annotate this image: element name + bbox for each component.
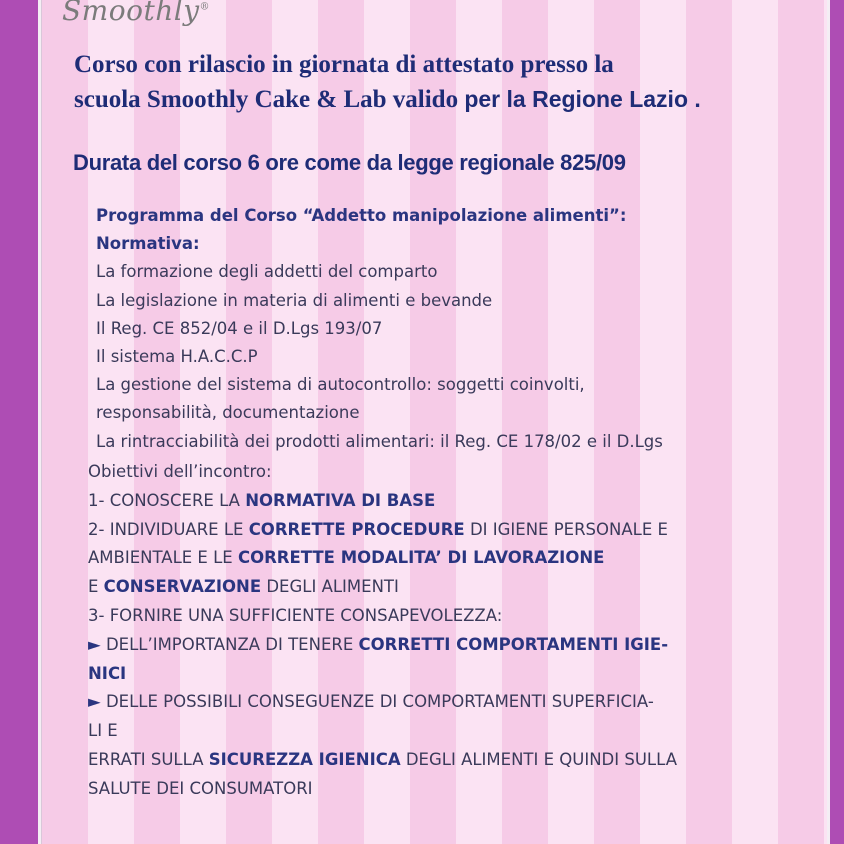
bullet-2-line-3 <box>88 746 808 775</box>
objective-text: DEGLI ALIMENTI <box>261 577 399 597</box>
headline-line-1: Corso con rilascio in giornata di attestato presso la <box>74 51 614 78</box>
objective-highlight: CORRETTI COMPORTAMENTI IGIE- <box>358 634 669 654</box>
logo-text: Smoothly <box>62 0 200 27</box>
headline-region: per la Regione Lazio <box>464 86 688 112</box>
frame-right-border <box>830 0 844 844</box>
headline-line-2a: scuola Smoothly Cake & Lab valido <box>74 86 459 113</box>
objective-2-line-1 <box>88 516 808 545</box>
objective-highlight: CORRETTE MODALITA’ DI LAVORAZIONE <box>237 548 605 568</box>
frame-left-border <box>0 0 38 844</box>
objective-text: ERRATI SULLA <box>88 749 209 769</box>
objective-2-line-2 <box>88 544 808 573</box>
objective-highlight: SICUREZZA IGIENICA <box>208 749 401 769</box>
objective-2-line-3 <box>88 573 808 602</box>
logo-registered-mark: ® <box>199 1 211 13</box>
headline-line-2 <box>74 82 814 117</box>
objective-text: DELLE POSSIBILI CONSEGUENZE DI COMPORTAMENTI SUPERFICIA- <box>100 692 654 712</box>
program-item: Il Reg. CE 852/04 e il D.Lgs 193/07 <box>96 318 383 338</box>
objectives-section <box>88 458 808 804</box>
program-item: La formazione degli addetti del comparto <box>96 262 438 282</box>
bullet-2-line-2: LI E <box>88 721 118 741</box>
objective-highlight: CONSERVAZIONE <box>103 577 262 597</box>
objective-highlight: NORMATIVA DI BASE <box>245 490 436 510</box>
bullet-2-line-1 <box>88 688 808 717</box>
program-item: La rintracciabilità dei prodotti alimentari: il Reg. CE 178/02 e il D.Lgs <box>96 431 663 451</box>
objective-1 <box>88 487 808 516</box>
program-item: responsabilità, documentazione <box>96 403 360 423</box>
program-title: Programma del Corso “Addetto manipolazione alimenti”: <box>96 206 627 225</box>
bullet-1-line-1 <box>88 631 808 660</box>
program-item: La gestione del sistema di autocontrollo: soggetti coinvolti, <box>96 375 585 395</box>
bullet-1-line-2: NICI <box>88 663 127 683</box>
program-item: Il sistema H.A.C.C.P <box>96 347 258 367</box>
objective-3: 3- FORNIRE UNA SUFFICIENTE CONSAPEVOLEZZA: <box>88 605 503 625</box>
triangle-bullet-icon: ► <box>88 692 101 712</box>
objective-text: DI IGIENE PERSONALE E <box>464 519 668 539</box>
bullet-2-line-4: SALUTE DEI CONSUMATORI <box>88 778 313 798</box>
program-item: La legislazione in materia di alimenti e bevande <box>96 290 493 310</box>
objective-text: E <box>88 577 104 597</box>
headline-period: . <box>688 86 701 112</box>
headline <box>74 48 814 117</box>
program-section <box>96 202 796 456</box>
objective-highlight: CORRETTE PROCEDURE <box>248 519 465 539</box>
program-subtitle: Normativa: <box>96 234 200 254</box>
objective-text: DEGLI ALIMENTI E QUINDI SULLA <box>400 749 677 769</box>
objective-text: DELL’IMPORTANZA DI TENERE <box>100 634 359 654</box>
objective-text: 1- CONOSCERE LA <box>88 490 246 510</box>
smoothly-logo <box>62 0 210 27</box>
triangle-bullet-icon: ► <box>88 634 101 654</box>
objectives-title: Obiettivi dell’incontro: <box>88 462 272 481</box>
objective-text: AMBIENTALE E LE <box>88 548 238 568</box>
flyer-paper <box>42 0 827 844</box>
course-duration: Durata del corso 6 ore come da legge regionale 825/09 <box>73 150 626 175</box>
objective-text: 2- INDIVIDUARE LE <box>88 519 249 539</box>
